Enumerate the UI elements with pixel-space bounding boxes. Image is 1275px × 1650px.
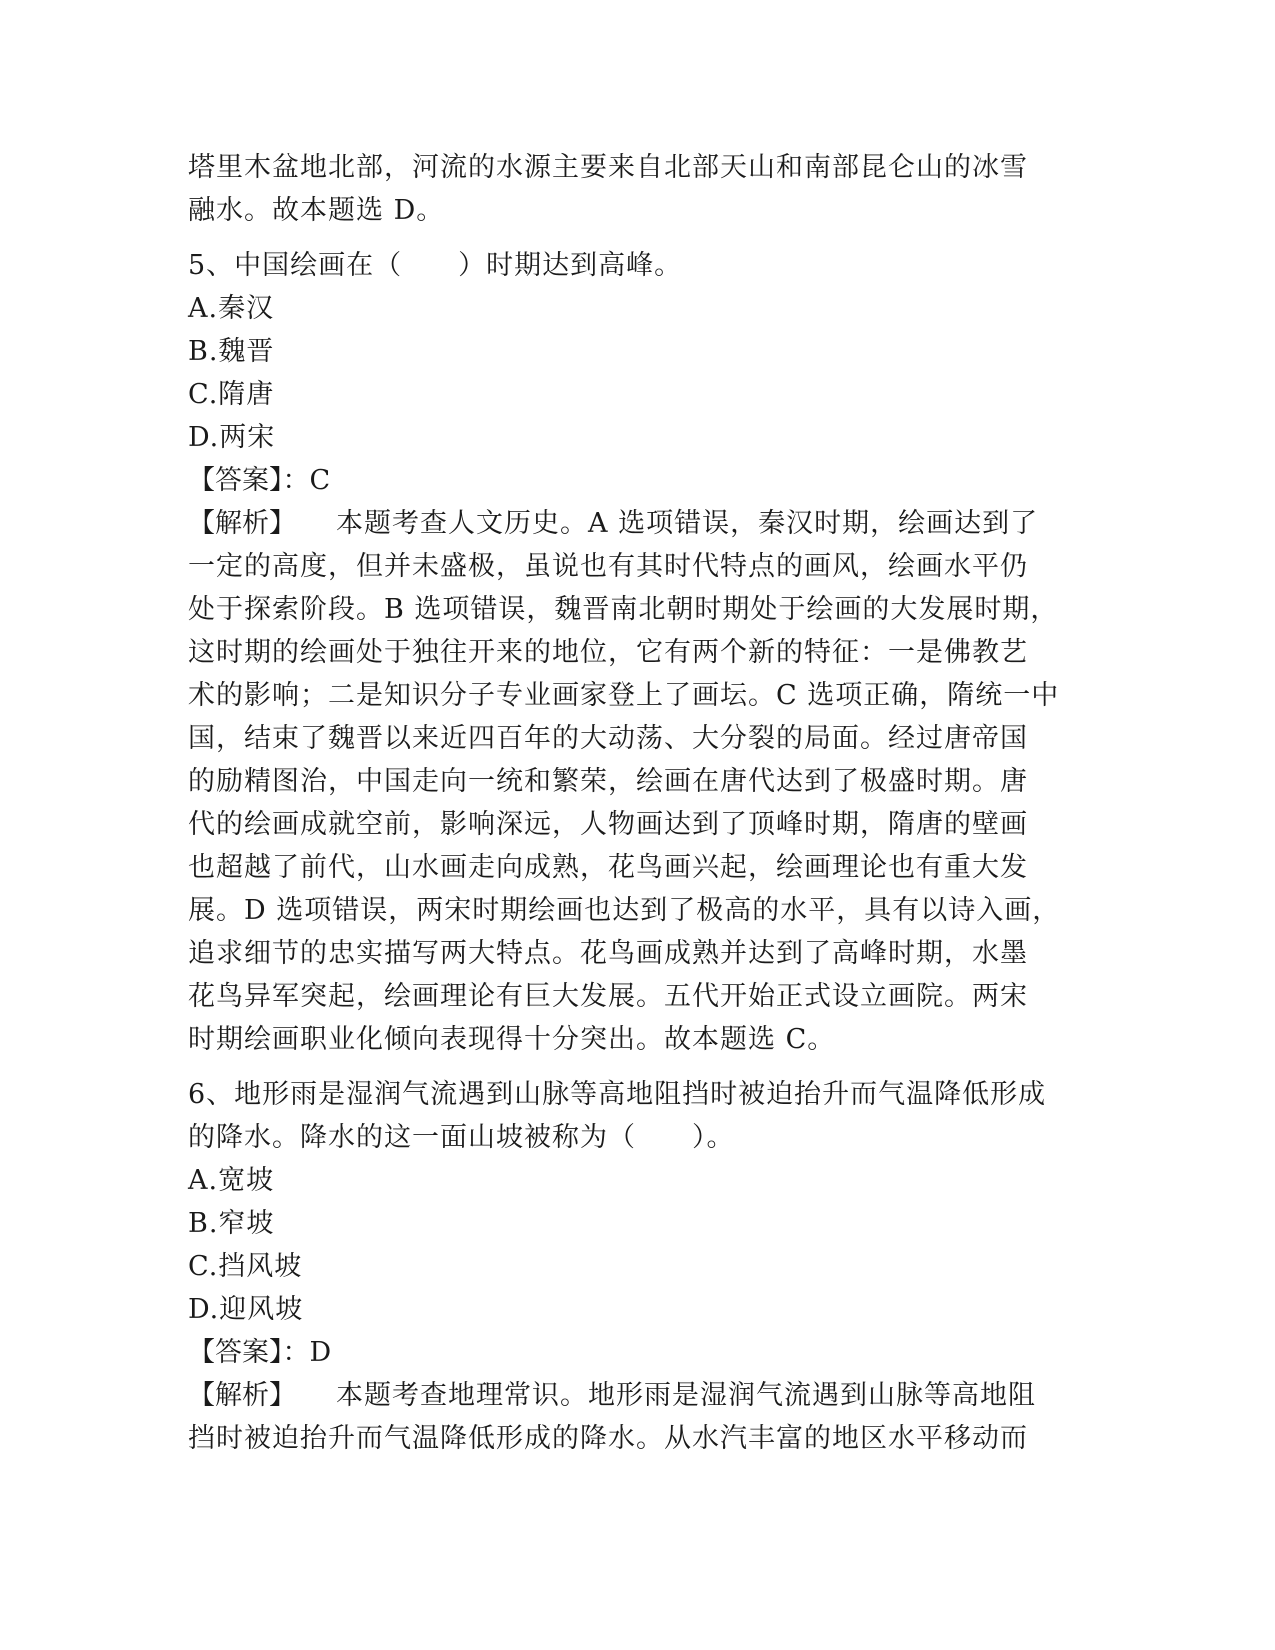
previous-analysis-continuation xyxy=(188,146,1078,232)
answer-label: 【答案】： xyxy=(188,465,310,496)
option-d: D.迎风坡 xyxy=(188,1294,304,1325)
analysis-label: 【解析】 xyxy=(188,1380,296,1411)
analysis-text: 本题考查人文历史。A 选项错误，秦汉时期，绘画达到了 xyxy=(336,508,1039,539)
analysis-line: 代的绘画成就空前，影响深远，人物画达到了顶峰时期，隋唐的壁画 xyxy=(188,809,1028,840)
answer-line xyxy=(188,1331,1078,1374)
text-line: 融水。故本题选 D。 xyxy=(188,195,445,226)
analysis-line: 国，结束了魏晋以来近四百年的大动荡、大分裂的局面。经过唐帝国 xyxy=(188,723,1028,754)
analysis-line: 这时期的绘画处于独往开来的地位，它有两个新的特征：一是佛教艺 xyxy=(188,637,1028,668)
analysis-line: 时期绘画职业化倾向表现得十分突出。故本题选 C。 xyxy=(188,1024,836,1055)
analysis-line: 也超越了前代，山水画走向成熟，花鸟画兴起，绘画理论也有重大发 xyxy=(188,852,1028,883)
question-5 xyxy=(188,244,1078,1061)
option-d: D.两宋 xyxy=(188,422,276,453)
option-c: C.隋唐 xyxy=(188,379,275,410)
option-c: C.挡风坡 xyxy=(188,1251,303,1282)
analysis-line: 追求细节的忠实描写两大特点。花鸟画成熟并达到了高峰时期，水墨 xyxy=(188,938,1028,969)
analysis-text: 本题考查地理常识。地形雨是湿润气流遇到山脉等高地阻 xyxy=(336,1380,1036,1411)
document-page xyxy=(188,146,1078,1460)
analysis-line: 术的影响；二是知识分子专业画家登上了画坛。C 选项正确，隋统一中 xyxy=(188,680,1060,711)
question-stem: 6、地形雨是湿润气流遇到山脉等高地阻挡时被迫抬升而气温降低形成 xyxy=(188,1079,1047,1110)
analysis-line: 一定的高度，但并未盛极，虽说也有其时代特点的画风，绘画水平仍 xyxy=(188,551,1028,582)
analysis-label: 【解析】 xyxy=(188,508,296,539)
option-a: A.秦汉 xyxy=(188,293,275,324)
option-a: A.宽坡 xyxy=(188,1165,275,1196)
analysis-line: 处于探索阶段。B 选项错误，魏晋南北朝时期处于绘画的大发展时期， xyxy=(188,594,1059,625)
question-stem: 的降水。降水的这一面山坡被称为（ ）。 xyxy=(188,1122,735,1153)
text-line: 塔里木盆地北部，河流的水源主要来自北部天山和南部昆仑山的冰雪 xyxy=(188,152,1028,183)
option-b: B.魏晋 xyxy=(188,336,275,367)
option-b: B.窄坡 xyxy=(188,1208,275,1239)
question-stem: 5、中国绘画在（ ）时期达到高峰。 xyxy=(188,250,683,281)
answer-value: C xyxy=(309,465,332,496)
analysis-first-line xyxy=(188,502,1078,545)
analysis-line: 展。D 选项错误，两宋时期绘画也达到了极高的水平，具有以诗入画， xyxy=(188,895,1061,926)
answer-line xyxy=(188,459,1078,502)
analysis-line: 的励精图治，中国走向一统和繁荣，绘画在唐代达到了极盛时期。唐 xyxy=(188,766,1028,797)
analysis-first-line xyxy=(188,1374,1078,1417)
answer-label: 【答案】： xyxy=(188,1337,310,1368)
analysis-line: 花鸟异军突起，绘画理论有巨大发展。五代开始正式设立画院。两宋 xyxy=(188,981,1028,1012)
question-6 xyxy=(188,1073,1078,1460)
answer-value: D xyxy=(309,1337,333,1368)
analysis-line: 挡时被迫抬升而气温降低形成的降水。从水汽丰富的地区水平移动而 xyxy=(188,1423,1028,1454)
